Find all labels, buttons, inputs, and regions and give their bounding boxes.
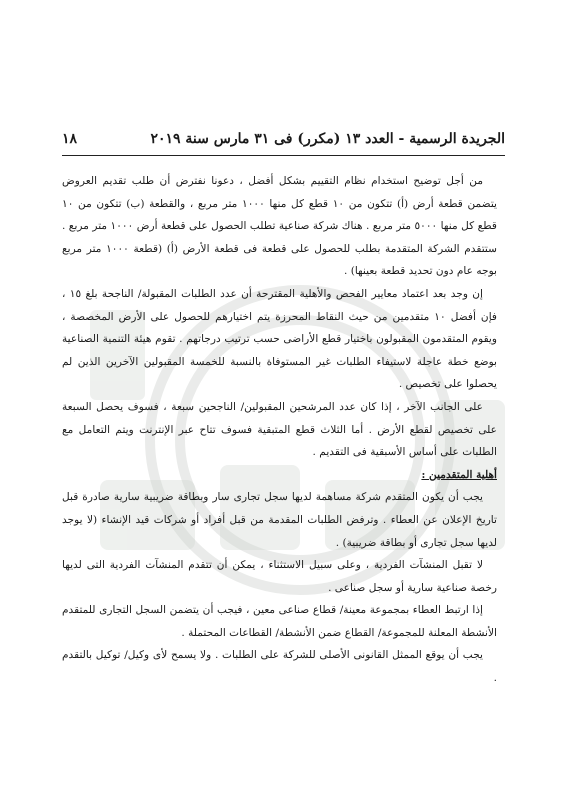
page-number: ١٨ [62, 131, 78, 147]
section-heading: أهلية المتقدمين : [421, 468, 497, 481]
paragraph-sector-requirement: إذا ارتبط العطاء بمجموعة معينة/ قطاع صناعى معين ، فيجب أن يتضمن السجل التجارى للمتقدم الأنشطة المعلنة للمجموعة/ القطاع ضمن الأنشطة/ القطاعات المحتملة . [62, 604, 497, 639]
paragraph-legal-representative: يجب أن يوقع الممثل القانونى الأصلى للشركة على الطلبات . ولا يسمح لأى وكيل/ توكيل بالتقدم . [62, 649, 497, 685]
paragraph-company-requirement: يجب أن يكون المتقدم شركة مساهمة لديها سجل تجارى سار وبطاقة ضريبية سارية صادرة قبل تاريخ الإعلان عن العطاء . وترفض الطلبات المقدمة من قبل أفراد أو شركات قيد الإنشاء (لا يوجد لديها سجل تجارى أو بطاقة ضريبية) . [62, 491, 497, 549]
page-title: الجريدة الرسمية - العدد ١٣ (مكرر) فى ٣١ مارس سنة ٢٠١٩ [150, 131, 505, 147]
header-rule [62, 155, 505, 156]
paragraph-example: من أجل توضيح استخدام نظام التقييم بشكل أفضل ، دعونا نفترض أن طلب تقديم العروض يتضمن قطعة أرض (أ) تتكون من ١٠ قطع كل منها ١٠٠٠ متر مربع ، والقطعة (ب) تتكون من ١٠ قطع كل منها ٥٠٠٠ متر مربع . هناك شركة صناعية تطلب الحصول على قطعة أرض ١٠٠٠ متر مربع . ستتقدم الشركة المتقدمة بطلب للحصول على قطعة فى قطعة الأرض (أ) (قطعة ١٠٠٠ متر مربع بوجه عام دون تحديد قطعة بعينها) . [62, 175, 497, 278]
document-body [62, 170, 497, 690]
paragraph-individual-establishments: لا تقبل المنشآت الفردية ، وعلى سبيل الاستثناء ، يمكن أن تتقدم المنشآت الفردية التى لديها رخصة صناعية سارية أو سجل صناعى . [62, 559, 497, 594]
page-header [62, 131, 505, 147]
paragraph-remaining-plots: على الجانب الآخر ، إذا كان عدد المرشحين المقبولين/ الناجحين سبعة ، فسوف يحصل السبعة على تخصيص لقطع الأرض . أما الثلاث قطع المتبقية فسوف تتاح عبر الإنترنت ويتم التعامل مع الطلبات على أساس الأسبقية فى التقديم . [62, 400, 497, 459]
paragraph-selection: إن وجد بعد اعتماد معايير الفحص والأهلية المقترحة أن عدد الطلبات المقبولة/ الناجحة بلغ ١٥ ، فإن أفضل ١٠ متقدمين من حيث النقاط المحرزة يتم اختيارهم للحصول على الأرض المخصصة ، ويقوم المتقدمون المقبولون باختيار قطع الأراضى حسب ترتيب درجاتهم . تقوم هيئة التنمية الصناعية بوضع خطة عاجلة لاستيفاء الطلبات غير المستوفاة بالنسبة للخمسة المقبولين الآخرين الذين لم يحصلوا على تخصيص . [62, 287, 497, 391]
